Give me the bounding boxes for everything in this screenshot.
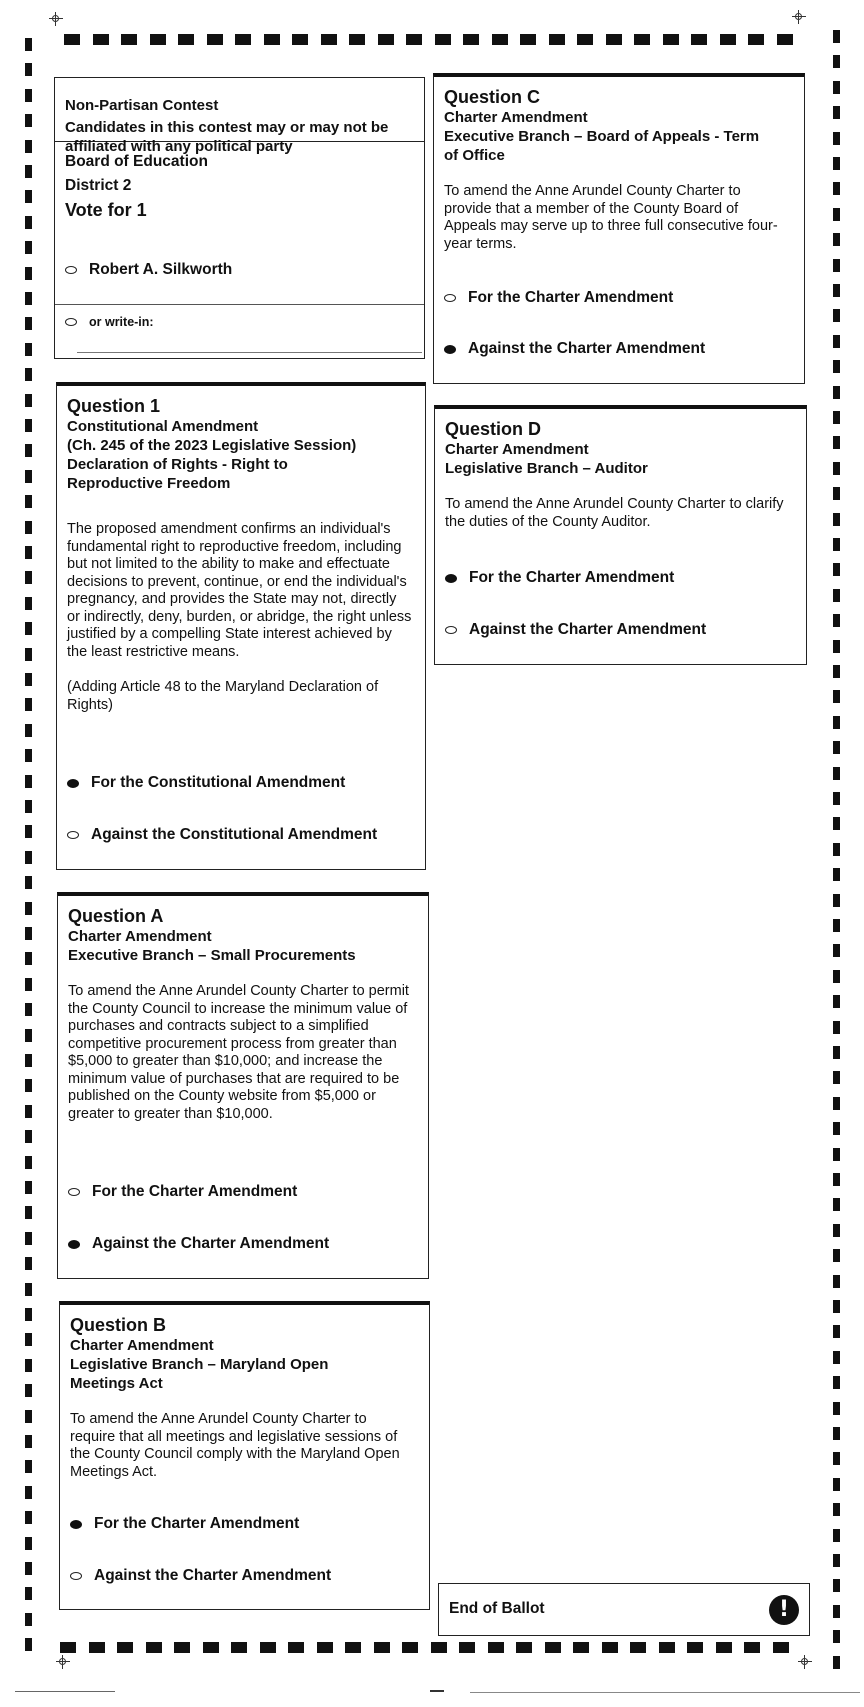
timing-mark [833,1452,840,1465]
bubble[interactable] [65,318,77,326]
timing-mark [833,1351,840,1364]
timing-mark [833,614,840,627]
timing-mark [833,538,840,551]
timing-mark [25,1156,32,1169]
bubble[interactable] [70,1520,82,1529]
timing-mark [25,317,32,330]
timing-mark [748,34,764,45]
question-c [433,73,805,384]
candidate-name: Robert A. Silkworth [89,261,233,278]
timing-mark [691,34,707,45]
timing-mark [777,34,793,45]
timing-mark [260,1642,276,1653]
timing-mark [663,34,679,45]
timing-mark [833,1275,840,1288]
timing-mark [378,34,394,45]
question-title: Question 1 [67,396,161,416]
timing-mark [25,1359,32,1372]
timing-mark [402,1642,418,1653]
timing-mark [25,775,32,788]
registration-crosshair-icon [56,1655,70,1669]
question-a [57,892,429,1279]
bubble[interactable] [68,1240,80,1249]
timing-mark [89,1642,105,1653]
timing-mark [833,1529,840,1542]
timing-mark [150,34,166,45]
timing-mark [833,843,840,856]
board-of-education-contest [54,77,425,359]
timing-mark [25,216,32,229]
timing-mark [833,411,840,424]
question-heading: Legislative Branch – Auditor [445,460,648,477]
timing-mark [292,34,308,45]
timing-mark [833,1148,840,1161]
timing-mark [833,1021,840,1034]
timing-mark [117,1642,133,1653]
timing-mark [25,1181,32,1194]
question-text: To amend the Anne Arundel County Charter to require that all meetings and legislative sessions of the County Council comply with the Maryland Open Meetings Act. [70,1411,400,1480]
timing-mark [288,1642,304,1653]
contest-type: Non-Partisan Contest [65,97,219,114]
choice-for[interactable] [70,1515,299,1533]
bubble[interactable] [68,1188,80,1196]
writein-choice[interactable] [65,315,154,329]
timing-mark [435,34,451,45]
question-subtitle: Charter Amendment [445,441,589,458]
timing-mark [25,343,32,356]
timing-mark [833,640,840,653]
timing-mark [833,208,840,221]
timing-mark [833,1376,840,1389]
question-subtitle: Charter Amendment [70,1337,214,1354]
timing-mark [345,1642,361,1653]
timing-mark [833,970,840,983]
choice-for[interactable] [445,569,674,587]
candidate-choice[interactable] [65,261,232,279]
question-heading: Declaration of Rights - Right to Reproductive Freedom [67,456,288,492]
question-text: The proposed amendment confirms an individual's fundamental right to reproductive freedom, including but not limited to the ability to make and effectuate decisions to prevent, continue, or end the individual's pregnancy, and provides the State may not, directly or indirectly, deny, burden, or abridge, the right unless justified by a compelling State interest achieved by the least restrictive means. [67,521,412,660]
timing-mark [264,34,280,45]
timing-mark [833,462,840,475]
timing-mark [25,1003,32,1016]
timing-mark [833,589,840,602]
timing-mark [25,1511,32,1524]
timing-mark [121,34,137,45]
timing-mark [25,952,32,965]
timing-mark [488,1642,504,1653]
timing-mark [833,335,840,348]
timing-mark [833,1579,840,1592]
timing-mark [833,1173,840,1186]
choice-label: Against the Charter Amendment [94,1567,332,1584]
timing-mark [25,800,32,813]
timing-mark [833,1656,840,1669]
timing-mark [833,360,840,373]
district: District 2 [65,177,132,194]
timing-mark [833,106,840,119]
question-heading: Executive Branch – Board of Appeals - Term of Office [444,128,760,164]
timing-mark [25,851,32,864]
timing-mark [833,1224,840,1237]
timing-mark [520,34,536,45]
timing-mark [833,1630,840,1643]
timing-mark [25,1587,32,1600]
timing-mark [833,741,840,754]
timing-mark [25,1054,32,1067]
timing-mark [317,1642,333,1653]
timing-mark [630,1642,646,1653]
timing-mark [25,1460,32,1473]
timing-mark [406,34,422,45]
timing-mark [634,34,650,45]
timing-mark [833,868,840,881]
timing-mark [25,1029,32,1042]
timing-mark [25,749,32,762]
timing-mark [833,132,840,145]
scan-line [15,1691,115,1692]
timing-mark [25,1079,32,1092]
timing-mark [25,1130,32,1143]
choice-against[interactable] [444,340,705,358]
timing-mark [25,1613,32,1626]
exclamation-icon: ! [769,1595,799,1625]
timing-mark [25,140,32,153]
timing-mark [833,309,840,322]
contest-header [55,78,424,155]
timing-mark [833,665,840,678]
timing-mark [25,1333,32,1346]
bubble[interactable] [67,831,79,839]
contest-notice: Candidates in this contest may or may not be affiliated with any political party [65,119,389,155]
bubble[interactable] [444,294,456,302]
choice-label: For the Charter Amendment [94,1515,300,1532]
timing-mark [833,563,840,576]
timing-mark [25,825,32,838]
timing-mark [833,1503,840,1516]
timing-mark [25,267,32,280]
choice-label: For the Charter Amendment [92,1183,298,1200]
timing-mark [374,1642,390,1653]
question-text: To amend the Anne Arundel County Charter to clarify the duties of the County Auditor. [445,496,784,530]
choice-against[interactable] [445,621,706,639]
registration-crosshair-icon [49,12,63,26]
timing-mark [146,1642,162,1653]
timing-mark [833,1198,840,1211]
timing-mark [25,1435,32,1448]
timing-mark [25,927,32,940]
timing-mark [25,902,32,915]
scan-line [470,1692,860,1693]
choice-against[interactable] [70,1567,331,1585]
timing-mark [25,978,32,991]
timing-mark [833,386,840,399]
timing-mark [431,1642,447,1653]
timing-mark [25,698,32,711]
timing-mark [833,1554,840,1567]
question-subtitle: Constitutional Amendment [67,418,259,435]
question-subtitle: Charter Amendment [68,928,212,945]
end-of-ballot [438,1583,810,1636]
timing-mark [25,241,32,254]
timing-mark [25,292,32,305]
timing-mark [833,716,840,729]
bubble[interactable] [445,574,457,583]
timing-mark [25,495,32,508]
question-title: Question A [68,906,164,926]
timing-mark [25,1232,32,1245]
choice-against[interactable] [68,1235,329,1253]
timing-mark [25,1384,32,1397]
vote-for: Vote for 1 [65,200,147,220]
timing-mark [833,1097,840,1110]
timing-mark [833,1249,840,1262]
timing-mark [833,30,840,43]
timing-mark [25,1257,32,1270]
choice-for[interactable] [444,289,673,307]
timing-mark [25,1308,32,1321]
timing-mark [833,1300,840,1313]
timing-mark [25,444,32,457]
timing-mark [833,919,840,932]
timing-mark [25,368,32,381]
timing-mark [178,34,194,45]
question-text: To amend the Anne Arundel County Charter to provide that a member of the County Board of Appeals may serve up to three full consecutive four-year terms. [444,183,778,252]
timing-mark [25,597,32,610]
timing-mark [833,233,840,246]
question-1 [56,382,426,870]
choice-against[interactable] [67,826,377,844]
timing-mark [25,673,32,686]
question-source: (Ch. 245 of the 2023 Legislative Session) [67,437,357,454]
timing-mark [25,648,32,661]
timing-mark [64,34,80,45]
timing-mark [60,1642,76,1653]
bubble[interactable] [445,626,457,634]
timing-mark [773,1642,789,1653]
timing-mark [573,1642,589,1653]
question-note: (Adding Article 48 to the Maryland Declaration of Rights) [67,679,379,713]
bubble[interactable] [70,1572,82,1580]
choice-label: Against the Charter Amendment [469,621,707,638]
timing-mark [833,1402,840,1415]
question-title: Question B [70,1315,167,1335]
writein-line[interactable] [77,352,422,353]
timing-mark [833,436,840,449]
timing-mark [25,1537,32,1550]
choice-label: For the Charter Amendment [469,569,675,586]
timing-mark [25,1638,32,1651]
registration-crosshair-icon [792,10,806,24]
choice-label: Against the Constitutional Amendment [91,826,378,843]
timing-mark [659,1642,675,1653]
timing-mark [833,182,840,195]
timing-mark [833,1325,840,1338]
timing-mark [459,1642,475,1653]
choice-label: Against the Charter Amendment [468,340,706,357]
timing-mark [833,55,840,68]
timing-mark [463,34,479,45]
timing-mark [833,995,840,1008]
timing-mark [833,792,840,805]
timing-mark [25,89,32,102]
timing-mark [606,34,622,45]
timing-mark [492,34,508,45]
timing-mark [203,1642,219,1653]
timing-mark [231,1642,247,1653]
question-text: To amend the Anne Arundel County Charter to permit the County Council to increase the minimum value of purchases and contracts subject to a simplified competitive procurement process from greater than $5,000 to greater than $10,000; and increase the minimum value of purchases that are required to be published on the County website from $5,000 or greater to greater than $10,000. [68,983,409,1122]
choice-label: For the Constitutional Amendment [91,774,346,791]
timing-mark [833,157,840,170]
timing-mark [833,817,840,830]
timing-mark [93,34,109,45]
bubble[interactable] [67,779,79,788]
writein-label: or write-in: [89,315,154,329]
question-heading: Legislative Branch – Maryland Open Meetings Act [70,1356,329,1392]
timing-mark [833,1427,840,1440]
timing-mark [25,622,32,635]
timing-mark [25,1283,32,1296]
registration-crosshair-icon [798,1655,812,1669]
timing-mark [833,259,840,272]
timing-mark [516,1642,532,1653]
timing-mark [25,63,32,76]
timing-mark [833,1478,840,1491]
timing-mark [720,34,736,45]
timing-mark [25,876,32,889]
choice-for[interactable] [68,1183,297,1201]
question-subtitle: Charter Amendment [444,109,588,126]
timing-mark [25,1206,32,1219]
timing-mark [235,34,251,45]
question-d [434,405,807,665]
choice-label: For the Charter Amendment [468,289,674,306]
question-heading: Executive Branch – Small Procurements [68,947,356,964]
timing-mark [744,1642,760,1653]
timing-mark [25,38,32,51]
divider [55,304,424,305]
timing-mark [833,944,840,957]
timing-mark [833,513,840,526]
timing-mark [833,1122,840,1135]
timing-mark [207,34,223,45]
timing-mark [25,1105,32,1118]
timing-mark [349,34,365,45]
timing-mark [25,546,32,559]
timing-mark [25,419,32,432]
timing-mark [25,394,32,407]
end-of-ballot-label: End of Ballot [449,1600,545,1617]
timing-mark [25,114,32,127]
timing-mark [174,1642,190,1653]
timing-mark [25,1486,32,1499]
office-title: Board of Education [65,153,208,170]
timing-mark [833,1605,840,1618]
timing-mark [25,571,32,584]
timing-mark [833,1046,840,1059]
timing-mark [602,1642,618,1653]
timing-mark [321,34,337,45]
bubble[interactable] [444,345,456,354]
timing-mark [577,34,593,45]
timing-mark [25,724,32,737]
timing-mark [25,165,32,178]
timing-mark [833,487,840,500]
timing-mark [25,521,32,534]
timing-mark [25,190,32,203]
question-title: Question C [444,87,541,107]
question-b [59,1301,430,1610]
timing-mark [833,81,840,94]
timing-mark [25,1410,32,1423]
choice-label: Against the Charter Amendment [92,1235,330,1252]
timing-mark [833,690,840,703]
timing-mark [833,1071,840,1084]
choice-for[interactable] [67,774,345,792]
timing-mark [833,767,840,780]
timing-mark [833,894,840,907]
scan-line [430,1690,444,1692]
question-title: Question D [445,419,542,439]
timing-mark [833,284,840,297]
timing-mark [25,1562,32,1575]
timing-mark [545,1642,561,1653]
timing-mark [25,470,32,483]
timing-mark [687,1642,703,1653]
bubble[interactable] [65,266,77,274]
timing-mark [549,34,565,45]
timing-mark [716,1642,732,1653]
